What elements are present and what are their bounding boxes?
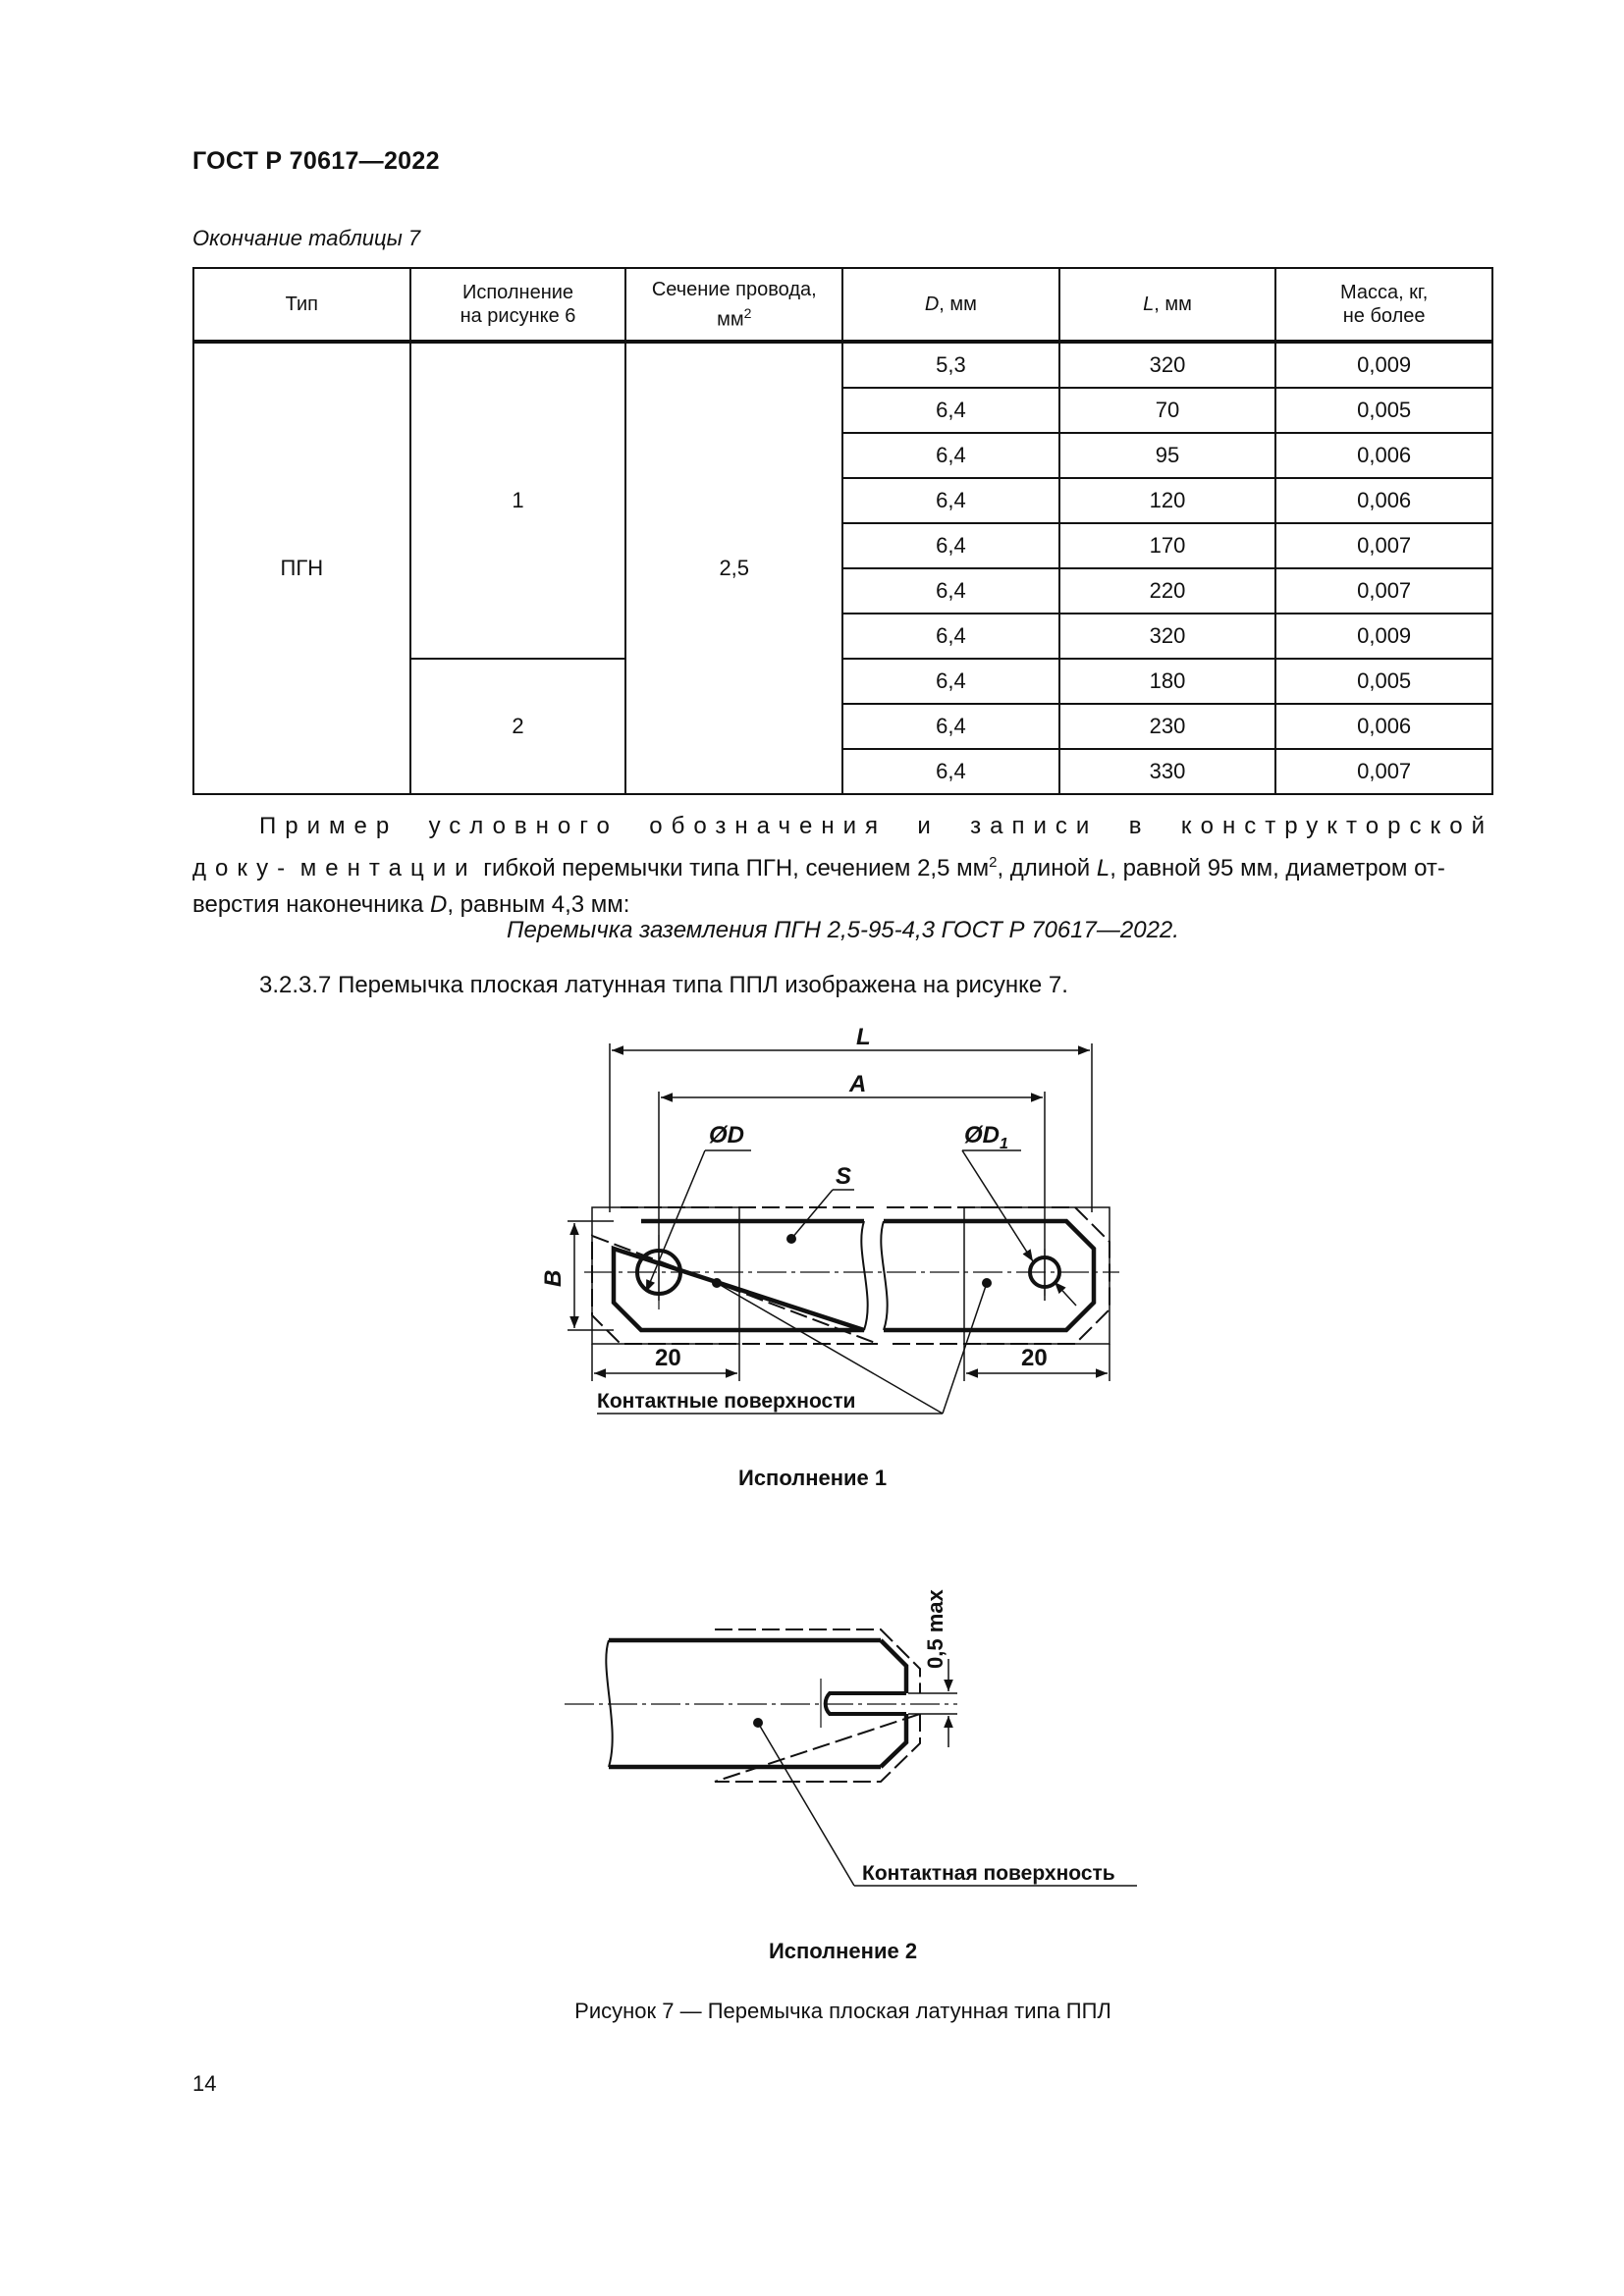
- leader-d1: [962, 1150, 1033, 1261]
- cell-l: 120: [1059, 478, 1276, 523]
- cell-section: 2,5: [625, 342, 842, 794]
- leader-s: [791, 1190, 833, 1239]
- cell-l: 320: [1059, 342, 1276, 388]
- cell-l: 330: [1059, 749, 1276, 794]
- label-diameter-d: ØD: [709, 1122, 744, 1148]
- cell-d: 6,4: [842, 614, 1059, 659]
- caption-variant-2-text: Исполнение 2: [768, 1939, 918, 1963]
- page-header: ГОСТ Р 70617—2022: [192, 147, 440, 175]
- contact-dot: [982, 1278, 992, 1288]
- variant-1-labels: [540, 1024, 1048, 1490]
- cell-l: 230: [1059, 704, 1276, 749]
- cell-d: 6,4: [842, 523, 1059, 568]
- cell-d: 6,4: [842, 478, 1059, 523]
- break-line: [881, 1221, 887, 1330]
- variant-2-marks: [753, 1718, 763, 1728]
- break-line: [861, 1221, 867, 1330]
- designation-example: Перемычка заземления ПГН 2,5-95-4,3 ГОСТ Р 70617—2022.: [507, 917, 1179, 943]
- contact-dot: [712, 1278, 722, 1288]
- column-header-mass: Масса, кг, не более: [1275, 268, 1492, 342]
- variant-1-marks: [712, 1234, 992, 1288]
- column-header-type: Тип: [193, 268, 410, 342]
- cell-l: 70: [1059, 388, 1276, 433]
- leader-d1-tail: [1055, 1282, 1076, 1306]
- cell-l: 220: [1059, 568, 1276, 614]
- cell-variant: 2: [410, 659, 626, 794]
- cell-mass: 0,009: [1275, 614, 1492, 659]
- leader-contact: [758, 1723, 854, 1886]
- cell-mass: 0,006: [1275, 478, 1492, 523]
- surface-dot: [786, 1234, 796, 1244]
- cell-mass: 0,006: [1275, 433, 1492, 478]
- column-header-d: D, мм: [842, 268, 1059, 342]
- column-header-variant: Исполнение на рисунке 6: [410, 268, 626, 342]
- cell-d: 6,4: [842, 568, 1059, 614]
- label-l: L: [856, 1024, 871, 1050]
- cell-type: ПГН: [193, 342, 410, 794]
- cell-d: 6,4: [842, 749, 1059, 794]
- variant-2-drawing: [565, 1629, 1137, 1886]
- label-s: S: [836, 1163, 852, 1190]
- cell-l: 180: [1059, 659, 1276, 704]
- designation-example-paragraph: Пример условного обозначения и записи в конструкторской доку- ментации гибкой перемычки типа ПГН, сечением 2,5 $мм^2$, длиной L, равной 95 мм, диаметром от- верстия наконечника D, равным 4,3 мм:: [192, 813, 1493, 918]
- caption-variant-1: Исполнение 1: [738, 1466, 888, 1490]
- label-contact-surfaces: Контактные поверхности: [597, 1390, 856, 1413]
- cell-d: 6,4: [842, 433, 1059, 478]
- contact-dot: [753, 1718, 763, 1728]
- cell-variant: 1: [410, 342, 626, 659]
- clause-3-2-3-7: 3.2.3.7 Перемычка плоская латунная типа ППЛ изображена на рисунке 7.: [259, 972, 1068, 998]
- contact-zone-right: [964, 1207, 1110, 1344]
- variant-2-labels: [738, 1589, 1115, 1962]
- label-20-left: 20: [655, 1345, 681, 1371]
- column-header-section: Сечение провода, $мм^2$: [625, 268, 842, 342]
- cell-l: 320: [1059, 614, 1276, 659]
- cell-d: 5,3: [842, 342, 1059, 388]
- label-contact-surface: Контактная поверхность: [862, 1862, 1115, 1885]
- page-number: 14: [192, 2071, 217, 2096]
- cell-mass: 0,009: [1275, 342, 1492, 388]
- cell-l: 170: [1059, 523, 1276, 568]
- cell-d: 6,4: [842, 388, 1059, 433]
- label-a: A: [849, 1071, 867, 1097]
- cell-d: 6,4: [842, 659, 1059, 704]
- jumper-body: [614, 1221, 1094, 1330]
- column-header-l: L, мм: [1059, 268, 1276, 342]
- cell-d: 6,4: [842, 704, 1059, 749]
- label-20-right: 20: [1021, 1345, 1048, 1371]
- label-b: B: [540, 1269, 567, 1287]
- label-05-max: 0,5 max: [923, 1589, 947, 1669]
- cell-mass: 0,005: [1275, 659, 1492, 704]
- cell-mass: 0,006: [1275, 704, 1492, 749]
- cell-l: 95: [1059, 433, 1276, 478]
- cell-mass: 0,007: [1275, 523, 1492, 568]
- figure-title: Рисунок 7 — Перемычка плоская латунная типа ППЛ: [574, 1999, 1111, 2023]
- cell-mass: 0,007: [1275, 749, 1492, 794]
- cell-mass: 0,005: [1275, 388, 1492, 433]
- table-caption: Окончание таблицы 7: [192, 226, 421, 250]
- cell-mass: 0,007: [1275, 568, 1492, 614]
- label-diameter-d1: $ØD_1$: [964, 1122, 1008, 1152]
